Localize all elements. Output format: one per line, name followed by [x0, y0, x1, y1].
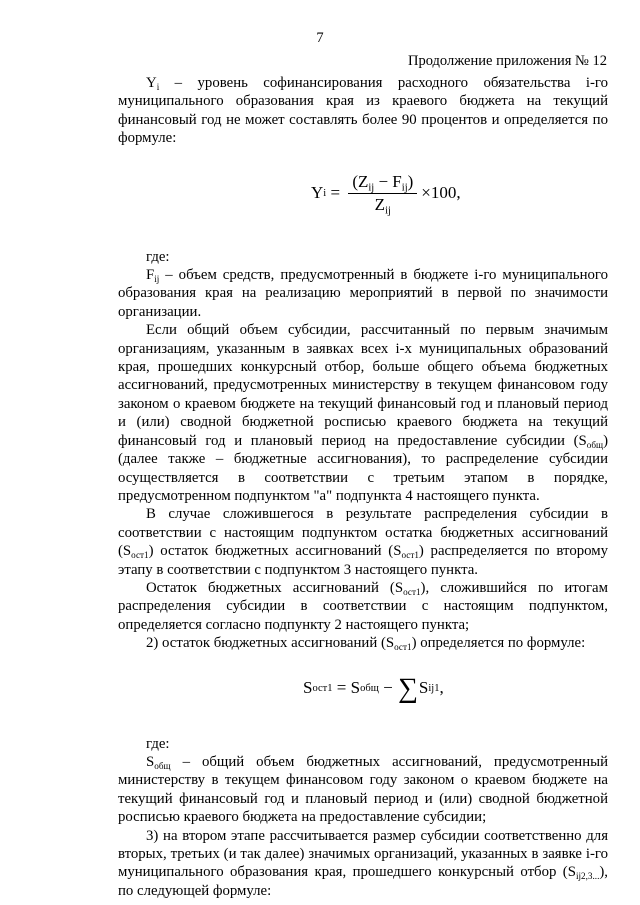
formula-s-ost1: S ост1 = S общ − ∑ S ij1 , [303, 672, 444, 704]
paragraph-remainder: В случае сложившегося в результате распределения субсидии в соответствии с настоящим подпунктом остатка бюджетных ассигнований $(S_{ост1})$ остаток бюджетных ассигнований $(S_{ост1})$ распределяется по второму этапу в соответствии с подпунктом 3 настоящего пункта. [118, 506, 608, 578]
paragraph-remainder-2: Остаток бюджетных ассигнований $(S_{ост1})$, сложившийся по итогам распределения субсидии в соответствии с настоящим подпунктом, определяется согласно подпункту 2 настоящего пункта; [118, 579, 608, 633]
where-label-1: где: [146, 248, 170, 265]
paragraph-yi-definition: $Y_i$ – уровень софинансирования расходного обязательства i-го муниципального образования края из краевого бюджета на текущий финансовый год не может составлять более 90 процентов и определяется по формуле: [118, 75, 608, 147]
formula-yi: Y i = $\frac{(Z_{ij} - F_{ij})}{Z_{ij}}$ ×100, [311, 171, 461, 217]
paragraph-sobsh-definition: $S_{общ}$ – общий объем бюджетных ассигнований, предусмотренный министерству в текущем финансовом году законом о краевом бюджете на текущий финансовый год и плановый период и (или) сводной бюджетной росписью краевого бюджета на предоставление субсидии; [118, 753, 608, 826]
document-body [118, 74, 608, 900]
page-number: 7 [316, 30, 324, 46]
item-2: 2) остаток бюджетных ассигнований $(S_{ост1})$ определяется по формуле: [146, 635, 586, 653]
where-label-2: где: [146, 735, 170, 752]
paragraph-fij-definition: $F_{ij}$ – объем средств, предусмотренный в бюджете i-го муниципального образования края на реализацию мероприятий в первой по значимости организации. [118, 267, 608, 320]
appendix-note: Продолжение приложения № 12 [408, 53, 607, 69]
paragraph-total-subsidy: Если общий объем субсидии, рассчитанный по первым значимым организациям, указанным в заявках всех i-х муниципальных образований края, прошедших конкурсный отбор, больше общего объема бюджетных ассигнований, предусмотренных министерству в текущем финансовом году законом о краевом бюджете на текущий финансовый год и плановый период и (или) сводной бюджетной росписью краевого бюджета на текущий финансовый год и плановый период на предоставление субсидии $(S_{общ})$ (далее также – бюджетные ассигнования), то распределение субсидии осуществляется в соответствии с третьим этапом в порядке, предусмотренном подпунктом "а" подпункта 4 настоящего пункта. [118, 322, 608, 504]
item-3: 3) на втором этапе рассчитывается размер субсидии соответственно для вторых, третьих (и так далее) значимых организаций, указанных в заявке i-го муниципального образования края, прошедшего конкурсный отбор $(S_{ij2,3...})$, по следующей формуле: [118, 827, 608, 899]
formula-yi-fraction: $\frac{(Z_{ij} - F_{ij})}{Z_{ij}}$ [348, 173, 417, 215]
sigma-symbol: ∑ [397, 672, 418, 704]
